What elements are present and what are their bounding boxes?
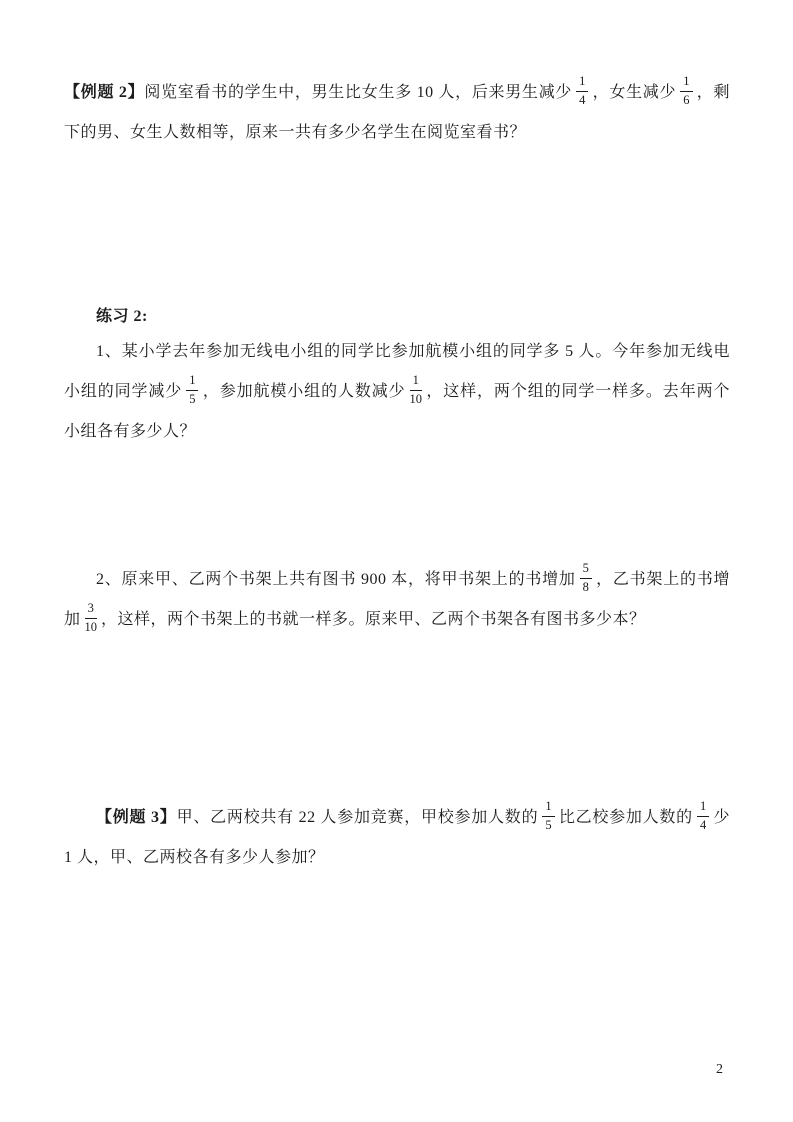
example-2-problem — [64, 73, 730, 153]
fraction-denominator: 4 — [579, 92, 586, 107]
example-2-text-3: ，剩下的男、女生人数相等，原来一共有多少名学生在阅览室看书？ — [64, 84, 730, 141]
example-3-text-3: 少 1 人，甲、乙两校各有多少人参加？ — [64, 809, 730, 866]
fraction-numerator: 1 — [186, 374, 198, 391]
problem-2-text-2: ，乙书架上的书增加 — [64, 571, 730, 628]
fraction-five-eighths — [580, 562, 592, 595]
exercise-2-heading: 练习 2: — [96, 308, 148, 325]
fraction-numerator: 1 — [680, 75, 692, 92]
fraction-denominator: 10 — [84, 619, 98, 634]
fraction-three-tenths — [85, 602, 98, 635]
fraction-numerator: 1 — [410, 374, 423, 391]
fraction-numerator: 1 — [576, 75, 588, 92]
practice-problem-2 — [64, 560, 730, 640]
problem-2-text-3: ，这样，两个书架上的书就一样多。原来甲、乙两个书架各有图书多少本？ — [101, 611, 646, 628]
fraction-numerator: 1 — [697, 800, 709, 817]
fraction-one-fourth — [576, 75, 588, 108]
fraction-denominator: 10 — [409, 391, 422, 406]
fraction-numerator: 5 — [580, 562, 592, 579]
page-number: 2 — [716, 1062, 723, 1077]
fraction-one-fifth — [186, 374, 198, 407]
example-3-label: 【例题 3】 — [96, 809, 177, 826]
fraction-denominator: 6 — [683, 92, 690, 107]
example-2-text-1: 阅览室看书的学生中，男生比女生多 10 人，后来男生减少 — [144, 84, 573, 101]
example-3-problem — [64, 798, 730, 878]
fraction-denominator: 8 — [582, 579, 589, 594]
example-2-text-2: ，女生减少 — [592, 84, 677, 101]
example-3-text-2: 比乙校参加人数的 — [558, 809, 693, 826]
fraction-one-fourth — [697, 800, 709, 833]
example-3-text-1: 甲、乙两校共有 22 人参加竞赛，甲校参加人数的 — [176, 809, 539, 826]
problem-1-text-2: ，参加航模小组的人数减少 — [202, 383, 406, 400]
fraction-denominator: 5 — [189, 391, 196, 406]
fraction-denominator: 5 — [545, 817, 552, 832]
fraction-denominator: 4 — [699, 817, 707, 832]
example-2-label: 【例题 2】 — [64, 84, 145, 101]
problem-1-text-3: ，这样，两个组的同学一样多。去年两个小组各有多少人？ — [64, 383, 730, 440]
fraction-numerator: 3 — [85, 602, 98, 619]
fraction-one-tenth — [410, 374, 423, 407]
problem-2-text-1: 2、原来甲、乙两个书架上共有图书 900 本，将甲书架上的书增加 — [96, 571, 576, 588]
fraction-one-fifth — [542, 800, 554, 833]
problem-1-text-1: 1、某小学去年参加无线电小组的同学比参加航模小组的同学多 5 人。今年参加无线电小组的同学减少 — [64, 343, 730, 400]
fraction-one-sixth — [680, 75, 692, 108]
fraction-numerator: 1 — [542, 800, 554, 817]
practice-problem-1 — [64, 332, 730, 452]
